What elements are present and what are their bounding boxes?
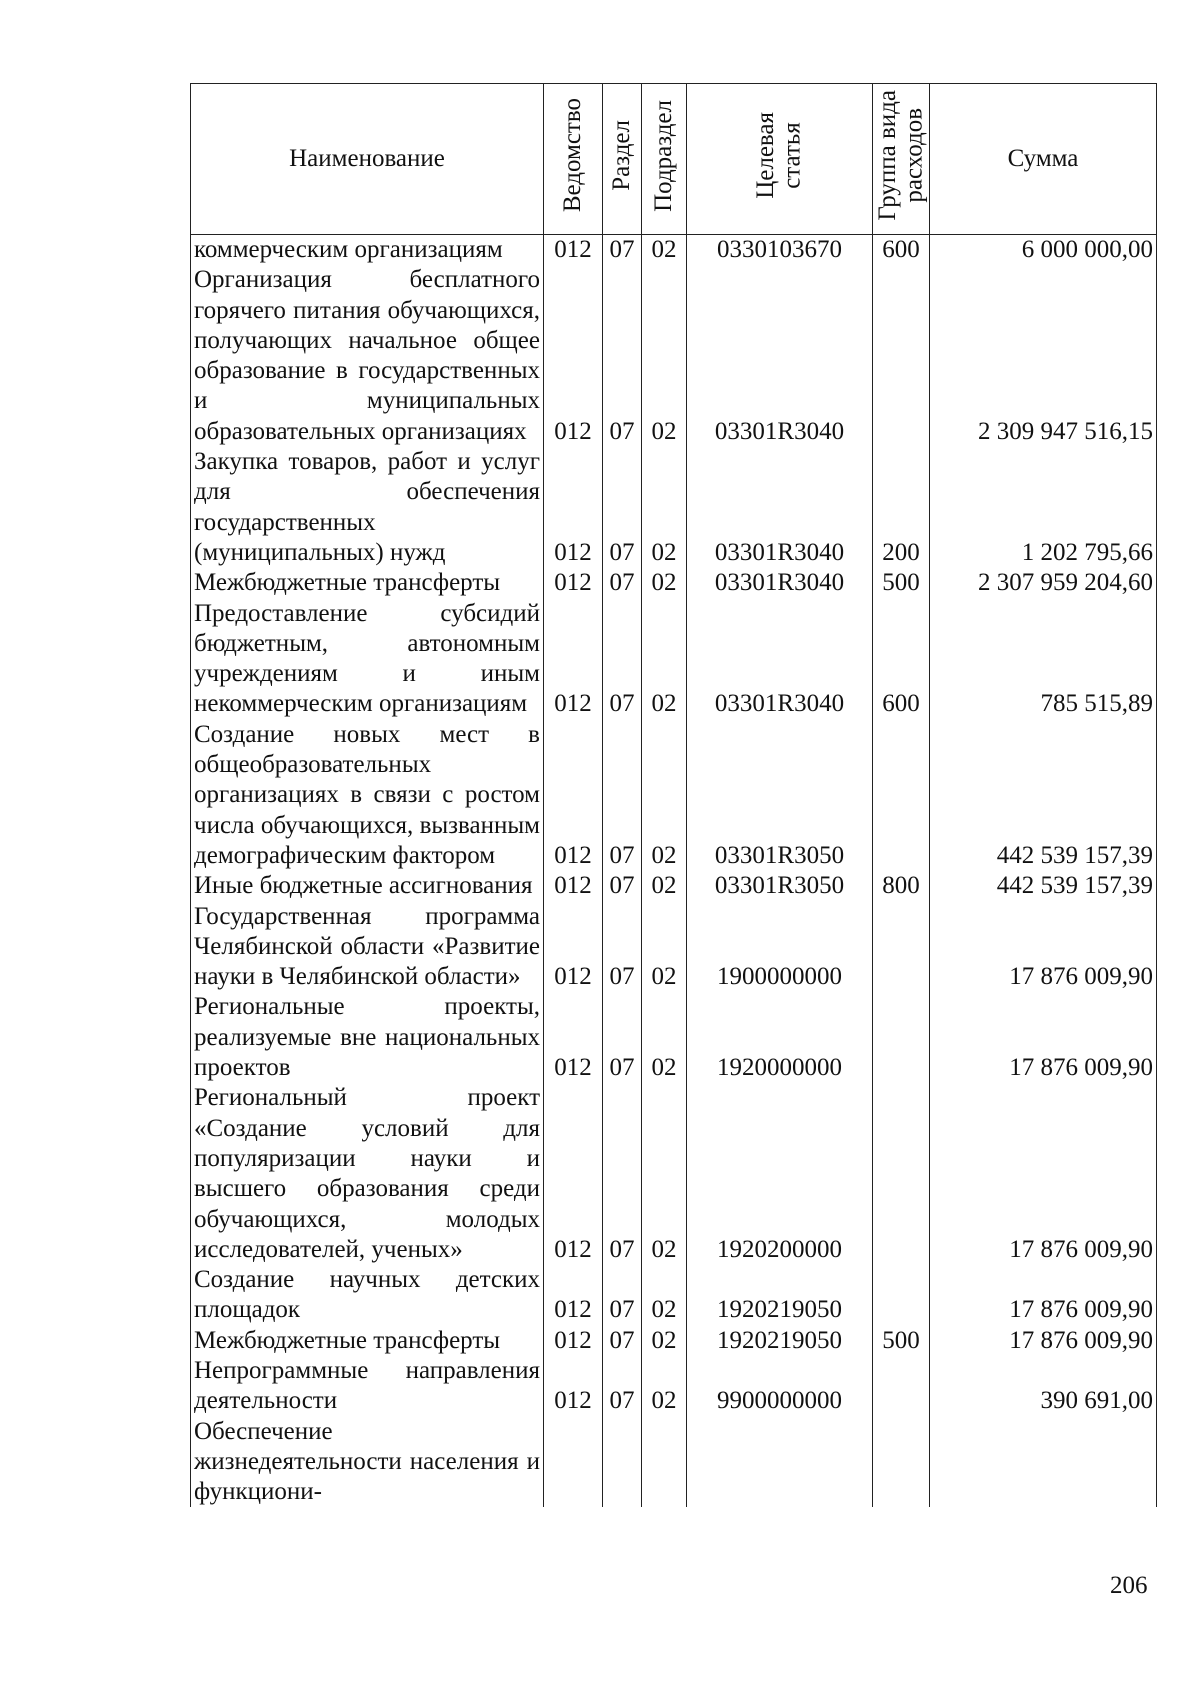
table-row [191, 1265, 1157, 1326]
header-vedomstvo: Ведомство [544, 84, 603, 235]
header-razdel: Раздел [603, 84, 642, 235]
cell-expense-group [873, 1417, 930, 1508]
cell-name: Региональный проект «Создание условий для популяризации науки и высшего образования среди обучающихся, молодых исследователей, ученых» [191, 1083, 544, 1265]
table-row [191, 1083, 1157, 1265]
cell-name: Организация бесплатного горячего питания обучающихся, получающих начальное общее образование в государственных и муниципальных образовательных организациях [191, 265, 544, 447]
cell-sum: 442 539 157,39 [930, 720, 1157, 871]
cell-vedomstvo: 012 [544, 1083, 603, 1265]
cell-name: Обеспечение жизнедеятельности населения и функциони- [191, 1417, 544, 1508]
table-row [191, 235, 1157, 266]
cell-podrazdel: 02 [642, 447, 687, 568]
table-row [191, 568, 1157, 598]
table-row [191, 1417, 1157, 1508]
table-body [191, 235, 1157, 1508]
cell-podrazdel: 02 [642, 1356, 687, 1417]
cell-vedomstvo [544, 1417, 603, 1508]
cell-expense-group [873, 265, 930, 447]
table-row [191, 1326, 1157, 1356]
cell-podrazdel: 02 [642, 992, 687, 1083]
cell-vedomstvo: 012 [544, 871, 603, 901]
cell-podrazdel: 02 [642, 871, 687, 901]
cell-podrazdel: 02 [642, 235, 687, 266]
cell-sum: 1 202 795,66 [930, 447, 1157, 568]
cell-sum: 17 876 009,90 [930, 1265, 1157, 1326]
cell-razdel: 07 [603, 568, 642, 598]
cell-podrazdel: 02 [642, 568, 687, 598]
table-row [191, 992, 1157, 1083]
cell-expense-group: 200 [873, 447, 930, 568]
cell-target-article: 1920219050 [687, 1326, 873, 1356]
page-number: 206 [1110, 1572, 1148, 1599]
cell-name: Непрограммные направления деятельности [191, 1356, 544, 1417]
cell-razdel [603, 1417, 642, 1508]
cell-razdel: 07 [603, 992, 642, 1083]
header-podrazdel: Подраздел [642, 84, 687, 235]
cell-name: коммерческим организациям [191, 235, 544, 266]
table-row [191, 871, 1157, 901]
cell-razdel: 07 [603, 1083, 642, 1265]
cell-target-article: 1920219050 [687, 1265, 873, 1326]
cell-name: Иные бюджетные ассигнования [191, 871, 544, 901]
cell-expense-group [873, 1265, 930, 1326]
cell-podrazdel: 02 [642, 1265, 687, 1326]
cell-expense-group [873, 902, 930, 993]
cell-expense-group: 800 [873, 871, 930, 901]
cell-expense-group [873, 992, 930, 1083]
cell-sum: 17 876 009,90 [930, 902, 1157, 993]
cell-target-article: 9900000000 [687, 1356, 873, 1417]
cell-razdel: 07 [603, 902, 642, 993]
cell-name: Создание новых мест в общеобразовательных организациях в связи с ростом числа обучающихся, вызванным демографическим фактором [191, 720, 544, 871]
cell-podrazdel: 02 [642, 902, 687, 993]
budget-table [190, 83, 1157, 1507]
cell-razdel: 07 [603, 720, 642, 871]
cell-razdel: 07 [603, 599, 642, 720]
cell-vedomstvo: 012 [544, 1326, 603, 1356]
cell-name: Закупка товаров, работ и услуг для обеспечения государственных (муниципальных) нужд [191, 447, 544, 568]
cell-expense-group: 600 [873, 599, 930, 720]
cell-vedomstvo: 012 [544, 568, 603, 598]
cell-expense-group [873, 720, 930, 871]
cell-vedomstvo: 012 [544, 902, 603, 993]
cell-name: Предоставление субсидий бюджетным, автономным учреждениям и иным некоммерческим организациям [191, 599, 544, 720]
cell-sum: 442 539 157,39 [930, 871, 1157, 901]
cell-target-article: 03301R3040 [687, 599, 873, 720]
table-row [191, 720, 1157, 871]
cell-podrazdel: 02 [642, 1083, 687, 1265]
header-celevaya-statya: Целевая статья [687, 84, 873, 235]
cell-target-article: 03301R3040 [687, 568, 873, 598]
cell-name: Государственная программа Челябинской области «Развитие науки в Челябинской области» [191, 902, 544, 993]
cell-sum: 6 000 000,00 [930, 235, 1157, 266]
cell-sum: 2 307 959 204,60 [930, 568, 1157, 598]
table-row [191, 265, 1157, 447]
cell-razdel: 07 [603, 447, 642, 568]
cell-name: Создание научных детских площадок [191, 1265, 544, 1326]
cell-target-article: 03301R3050 [687, 720, 873, 871]
cell-sum: 2 309 947 516,15 [930, 265, 1157, 447]
cell-podrazdel [642, 1417, 687, 1508]
header-gruppa-vida-rashodov: Группа вида расходов [873, 84, 930, 235]
cell-podrazdel: 02 [642, 720, 687, 871]
cell-target-article: 03301R3040 [687, 265, 873, 447]
cell-razdel: 07 [603, 1265, 642, 1326]
cell-vedomstvo: 012 [544, 1356, 603, 1417]
cell-target-article: 1900000000 [687, 902, 873, 993]
table-row [191, 902, 1157, 993]
cell-expense-group: 600 [873, 235, 930, 266]
table-row [191, 447, 1157, 568]
header-name: Наименование [191, 84, 544, 235]
cell-name: Региональные проекты, реализуемые вне национальных проектов [191, 992, 544, 1083]
cell-sum [930, 1417, 1157, 1508]
header-summa: Сумма [930, 84, 1157, 235]
cell-vedomstvo: 012 [544, 1265, 603, 1326]
cell-target-article [687, 1417, 873, 1508]
cell-vedomstvo: 012 [544, 265, 603, 447]
cell-vedomstvo: 012 [544, 599, 603, 720]
cell-target-article: 0330103670 [687, 235, 873, 266]
cell-sum: 17 876 009,90 [930, 1083, 1157, 1265]
cell-sum: 390 691,00 [930, 1356, 1157, 1417]
cell-target-article: 03301R3050 [687, 871, 873, 901]
cell-sum: 785 515,89 [930, 599, 1157, 720]
cell-vedomstvo: 012 [544, 447, 603, 568]
cell-sum: 17 876 009,90 [930, 992, 1157, 1083]
cell-name: Межбюджетные трансферты [191, 1326, 544, 1356]
cell-razdel: 07 [603, 235, 642, 266]
cell-podrazdel: 02 [642, 265, 687, 447]
cell-expense-group [873, 1356, 930, 1417]
cell-target-article: 1920000000 [687, 992, 873, 1083]
cell-expense-group: 500 [873, 568, 930, 598]
cell-razdel: 07 [603, 1326, 642, 1356]
cell-razdel: 07 [603, 265, 642, 447]
cell-podrazdel: 02 [642, 599, 687, 720]
table-row [191, 599, 1157, 720]
cell-vedomstvo: 012 [544, 720, 603, 871]
cell-vedomstvo: 012 [544, 235, 603, 266]
cell-razdel: 07 [603, 1356, 642, 1417]
cell-sum: 17 876 009,90 [930, 1326, 1157, 1356]
cell-vedomstvo: 012 [544, 992, 603, 1083]
cell-razdel: 07 [603, 871, 642, 901]
cell-target-article: 03301R3040 [687, 447, 873, 568]
cell-name: Межбюджетные трансферты [191, 568, 544, 598]
table-header [191, 84, 1157, 235]
cell-target-article: 1920200000 [687, 1083, 873, 1265]
cell-expense-group [873, 1083, 930, 1265]
cell-expense-group: 500 [873, 1326, 930, 1356]
table-row [191, 1356, 1157, 1417]
cell-podrazdel: 02 [642, 1326, 687, 1356]
